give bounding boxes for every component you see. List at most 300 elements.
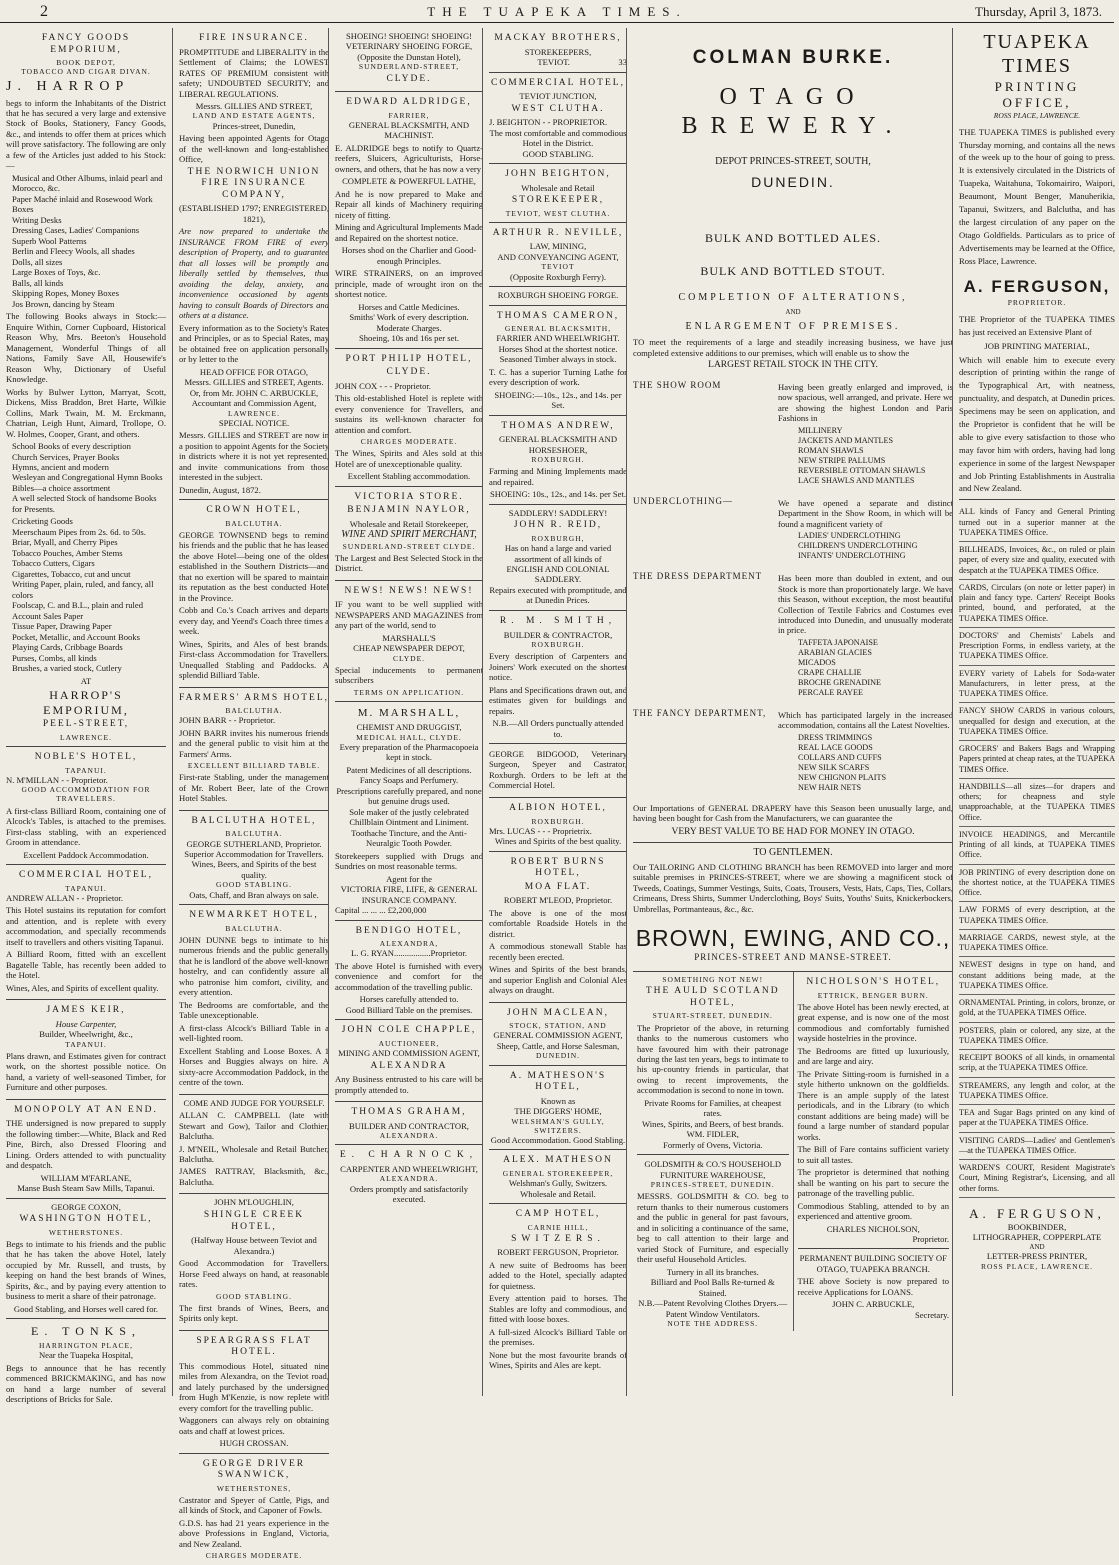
item-list	[6, 173, 166, 309]
ad-text: Excellent Paddock Accommodation.	[23, 849, 149, 860]
ad-heading: NEWMARKET HOTEL,	[189, 910, 319, 921]
ad-body: TO meet the requirements of a large and steadily increasing business, we have just completed extensive additions to our premises, which will enable us to show the	[633, 337, 953, 358]
ad-town: ROXBURGH.	[531, 639, 585, 649]
ad-body: Wines and Spirits of the best brands, and superior English and Colonial Ales always on draught.	[489, 964, 627, 996]
list-item: NEW STRIPE PALLUMS	[798, 455, 886, 465]
ad-subheading: VERY BEST VALUE TO BE HAD FOR MONEY IN OTAGO.	[671, 826, 915, 837]
ad-body: The Wines, Spirits and Ales sold at this Hotel are of unexceptionable quality.	[335, 448, 483, 469]
ad-heading: WASHINGTON HOTEL,	[19, 1214, 153, 1225]
ad-body: Messrs. GILLIES and STREET are now in a position to appoint Agents for the Society in districts where it is not yet represented, and invite communications from those interested in the subject.	[179, 430, 329, 483]
ad-heading: SADDLERY! SADDLERY!	[508, 507, 608, 518]
ad-body: Shoeing, 10s and 16s per set.	[358, 333, 459, 344]
list-item: MILLINERY	[798, 425, 843, 435]
ad-town: LAWRENCE.	[60, 732, 112, 742]
ad-town: MOA FLAT.	[524, 881, 592, 892]
list-item: NEW SILK SCARFS	[798, 762, 870, 772]
ad-body: The most comfortable and commodious Hotel in the District.	[489, 127, 627, 149]
ad-text: Good Stabling, and Horses well cared for.	[13, 1303, 159, 1314]
ad-enlargement: ENLARGEMENT OF PREMISES.	[685, 320, 901, 332]
printing-office-title: TUAPEKA TIMES	[983, 31, 1091, 78]
ad-brewery-title: OTAGO BREWERY.	[681, 84, 905, 140]
ad-subheading: FARRIER AND WHEELWRIGHT.	[496, 333, 620, 344]
ad-body: IF you want to be well supplied with NEWSPAPERS AND MAGAZINES from any part of the world, send to	[335, 599, 483, 631]
ad-subheading: AND CONVEYANCING AGENT,	[497, 251, 619, 262]
list-item: CRAPE CHALLIE	[798, 667, 862, 677]
ad-heading: NICHOLSON'S HOTEL,	[806, 977, 941, 988]
ad-body: Our TAILORING AND CLOTHING BRANCH has been REMOVED into larger and more suitable premises in PRINCES-STREET, where we are showing a magnificent stock of Tweeds, Coatings, Summer Vestings, Suits, Coats, Trousers, Vests, Hats, Caps, Ties, Collars, Crimeans, Dress Shirts, Summer Underclothing, Boys' Suits, Youths' Suits, Knickerbockers, Umbrellas, Portmanteaus, &c., &c.	[633, 861, 953, 914]
list-item: BROCHE GRENADINE	[798, 677, 882, 687]
ad-brewery-address: DEPOT PRINCES-STREET, SOUTH,	[715, 155, 871, 167]
ad-subheading: Messrs. GILLIES and STREET, Agents.	[184, 377, 324, 388]
ad-town: ROXBURGH.	[531, 455, 585, 465]
ad-heading: VETERINARY SHOEING FORGE,	[345, 41, 473, 52]
column-1	[6, 28, 172, 1404]
column-2	[172, 28, 335, 1561]
ad-signature: Formerly of Ovens, Victoria.	[663, 1139, 763, 1150]
list-item: Meerschaum Pipes from 2s. 6d. to 50s.	[12, 526, 146, 537]
ad-body: The first brands of Wines, Beers, and Spirits only kept.	[179, 1302, 329, 1324]
ad-body: The Bill of Fare contains sufficient variety to suit all tastes.	[797, 1144, 949, 1165]
ad-signature: JOHN C. ARBUCKLE,	[832, 1299, 915, 1310]
ad-heading: JOHN MACLEAN,	[507, 1007, 609, 1018]
ad-body: GEORGE TOWNSEND begs to remind his friends and the public that he has leased the above Hotel—being one of the oldest established in the Southern Districts—and that no exertion will be spared to maintain its reputation as the best conducted Hotel in the Province.	[179, 529, 329, 603]
ad-heading: COMMERCIAL HOTEL,	[19, 870, 153, 881]
small-ad: POSTERS, plain or colored, any size, at the TUAPEKA TIMES Office.	[959, 1023, 1115, 1051]
small-ad: INVOICE HEADINGS, and Mercantile Printing of all kinds, at TUAPEKA TIMES Office.	[959, 827, 1115, 865]
ad-body: Begs to intimate to his friends and the public that he has taken the above Hotel, lately occupied by Mr. Russell, and trusts, by keeping on hand the best brands of Wines, Spirits, &c., and by paying every attention to business to merit a share of their patronage.	[6, 1238, 166, 1302]
list-item: Pocket, Metallic, and Account Books	[12, 631, 140, 642]
proprietor-name: A. FERGUSON,	[963, 277, 1111, 297]
ad-body: G.D.S. has had 21 years experience in the above Professions in England, Victoria, and New Zealand.	[179, 1517, 329, 1549]
ad-heading: NEWS! NEWS! NEWS!	[344, 585, 474, 596]
ad-heading: JOHN R. REID,	[513, 520, 603, 531]
small-ad: LAW FORMS of every description, at the TUAPEKA TIMES Office.	[959, 902, 1115, 930]
ad-heading: ALEX. MATHESON	[503, 1155, 613, 1166]
ad-town: ROSS PLACE, LAWRENCE.	[980, 1261, 1094, 1271]
section-body	[778, 496, 953, 563]
ad-town: TEVIOT	[541, 262, 575, 272]
ad-subheading: Known as	[540, 1095, 576, 1106]
issue-date: Thursday, April 3, 1873.	[975, 4, 1102, 19]
ad-brewery-ales: BULK AND BOTTLED ALES.	[705, 230, 881, 245]
ad-body: None but the most favourite brands of Wines, Spirits and Ales are kept.	[489, 1349, 627, 1371]
section-label: THE FANCY DEPARTMENT,	[633, 707, 767, 718]
small-ads-list	[959, 504, 1115, 1198]
list-item: Large Boxes of Toys, &c.	[12, 267, 101, 278]
ad-body: The following Books always in Stock:—Enquire Within, Corner Cupboard, Historical Reason Why, Mrs. Beeton's Household Management, Wonderful Things of all Nations, Family Save All, Housewife's Reason Why, Dictionary of Useful Knowledge.	[6, 311, 166, 385]
list-item: Bibles—a choice assortment	[12, 482, 111, 493]
ad-subheading: BOOK DEPOT,	[56, 58, 116, 68]
ad-victoria-store	[335, 487, 483, 581]
ad-body: JAMES RATTRAY, Blacksmith, &c., Balclutha.	[179, 1166, 329, 1187]
column-6	[952, 28, 1119, 1396]
ad-body: Begs to announce that he has recently commenced BRICKMAKING, and has now on hand a large number of several descriptions of Bricks for Sale.	[6, 1362, 166, 1404]
ad-heading: JAMES KEIR,	[46, 1005, 126, 1016]
small-ad: WARDEN'S COURT, Resident Magistrate's Court, Mining Registrar's, Licensing, and all other forms.	[959, 1160, 1115, 1198]
small-ad: DOCTORS' and Chemists' Labels and Prescription Forms, in endless variety, at the TUAPEKA TIMES Office.	[959, 628, 1115, 666]
ad-body: ALLAN C. CAMPBELL (late with Stewart and Gow), Tailor and Clothier, Balclutha.	[179, 1110, 329, 1142]
split-row	[633, 971, 953, 1331]
ad-subheading: (Halfway House between Teviot and Alexandra.)	[191, 1235, 317, 1256]
proprietor-label: PROPRIETOR.	[1007, 298, 1067, 308]
ad-body: The above Hotel is furnished with every convenience and comfort for the accommodation of the travelling public.	[335, 960, 483, 992]
ad-subheading: Messrs. GILLIES AND STREET,	[195, 101, 313, 111]
ad-nobles-hotel	[6, 747, 166, 865]
ad-subheading: Wholesale and Retail Storekeeper,	[349, 518, 469, 529]
small-ad: ALL kinds of Fancy and General Printing turned out in a superior manner at the TUAPEKA TIMES Office.	[959, 504, 1115, 542]
ad-town: TAPANUI.	[65, 765, 107, 775]
list-item: Account Sales Paper	[12, 610, 84, 621]
ad-number: 33	[618, 57, 627, 68]
list-item: DRESS TRIMMINGS	[798, 732, 873, 742]
ad-subheading: AUCTIONEER,	[378, 1038, 440, 1048]
ad-body: The Bedrooms are comfortable, and the Table unexceptionable.	[179, 999, 329, 1021]
ad-heading: EDWARD ALDRIDGE,	[346, 97, 472, 108]
ad-town: SWITZERS.	[511, 1233, 605, 1244]
section-label: THE DRESS DEPARTMENT	[633, 571, 763, 582]
ad-body: Orders promptly and satisfactorily executed.	[349, 1183, 469, 1204]
ad-body: Every description of Carpenters and Joiners' Work executed on the shortest notice.	[489, 651, 627, 683]
ad-brewery-town: DUNEDIN.	[751, 173, 835, 190]
ad-balclutha-hotel	[179, 811, 329, 905]
ad-heading: GEORGE DRIVER SWANWICK,	[202, 1458, 306, 1481]
ad-body: Private Rooms for Families, at cheapest rates.	[644, 1097, 782, 1119]
section-label: THE SHOW ROOM	[633, 379, 722, 390]
list-item: TAFFETA JAPONAISE	[798, 637, 878, 647]
ad-subheading: STUART-STREET, DUNEDIN.	[652, 1011, 773, 1021]
list-item: Sole maker of the justly celebrated Chillblain Ointment and Liniment.	[349, 806, 469, 828]
list-item: Cigarettes, Tobacco, cut and uncut	[12, 568, 131, 579]
ad-proprietor: N. M'MILLAN - - Proprietor.	[6, 774, 108, 785]
ad-fire-insurance	[179, 28, 329, 500]
ad-marshall-chemist	[335, 702, 483, 921]
ad-tonks	[6, 1319, 166, 1410]
ad-heading: FANCY GOODS EMPORIUM,	[41, 33, 131, 55]
ad-subheading: WINE AND SPIRIT MERCHANT,	[341, 529, 477, 541]
ad-body: Every preparation of the Pharmacopoeia kept in stock.	[339, 741, 479, 763]
ad-subheading: HARRINGTON PLACE,	[39, 1340, 133, 1350]
ad-subheading: Princes-street, Dunedin,	[212, 120, 296, 131]
ad-brewer-name: COLMAN BURKE.	[692, 47, 894, 68]
ad-roxburgh-forge	[489, 287, 627, 305]
list-item: School Books of every description	[12, 441, 131, 452]
ad-shingle-creek-hotel	[179, 1194, 329, 1330]
ad-body: Horses Shod at the shortest notice.	[498, 343, 618, 354]
ad-subheading: CHARGES MODERATE.	[205, 1551, 303, 1561]
ad-subheading: (ESTABLISHED 1797; ENREGISTERED, 1821),	[179, 203, 329, 224]
ad-town: DUNEDIN.	[535, 1051, 581, 1061]
ad-body: GEORGE BIDGOOD, Veterinary Surgeon, Speyer and Castrator, Roxburgh. Orders to be left at the Commercial Hotel.	[489, 749, 627, 791]
ad-town: ALEXANDRA,	[379, 939, 439, 949]
ad-heading: SHINGLE CREEK HOTEL,	[203, 1209, 305, 1232]
ad-heading: M. MARSHALL,	[357, 706, 461, 719]
ad-body: Good Billiard Table on the premises.	[345, 1004, 473, 1015]
ad-harrop-emporium	[6, 28, 166, 747]
ad-town: TEVIOT, WEST CLUTHA.	[505, 208, 611, 218]
ad-town: ROXBURGH,	[531, 533, 585, 543]
ad-town: LAWRENCE.	[228, 408, 280, 418]
ad-arthur-neville	[489, 223, 627, 287]
ad-body: Works by Bulwer Lytton, Marryat, Scott, Dickens, Miss Braddon, Bret Harte, Wilkie Collins, Mark Twain, M. M. Erckmann, Chatrian, Leigh Hunt, Aimard, Trollope, O. W. Holmes, Cooper, Grant, and others.	[6, 386, 166, 439]
ad-subheading: House Carpenter,	[55, 1018, 117, 1029]
ad-body: JOHN DUNNE begs to intimate to his numerous friends and the public generally that he is landlord of the above well-known hostelry, and can confidently assure all who patronise him comfort, civility, and every attention.	[179, 934, 329, 998]
list-item: MICADOS	[798, 657, 836, 667]
list-item: CHILDREN'S UNDERCLOTHING	[798, 541, 918, 551]
ad-swanwick	[179, 1454, 329, 1565]
ad-signature: Proprietor.	[912, 1234, 949, 1244]
list-item: REAL LACE GOODS	[798, 742, 873, 752]
ad-body: Seasoned Timber always in stock.	[499, 354, 617, 365]
ad-heading: ROXBURGH SHOEING FORGE.	[497, 290, 619, 301]
ad-heading: MACKAY BROTHERS,	[494, 33, 622, 43]
ad-body: Turnery in all its branches.	[666, 1266, 759, 1277]
ad-body: Capital ... ... ... £2,200,000	[335, 905, 427, 916]
ad-camp-hotel	[489, 1204, 627, 1377]
ad-town: ALEXANDRA	[370, 1060, 448, 1071]
ad-james-keir	[6, 1000, 166, 1100]
ad-subheading: LAW, MINING,	[529, 241, 587, 252]
ad-albion-hotel	[489, 798, 627, 852]
ad-heading: NOBLE'S HOTEL,	[34, 752, 138, 763]
newspaper-title: THE TUAPEKA TIMES.	[427, 4, 687, 19]
list-item: PERCALE RAYEE	[798, 687, 863, 697]
ad-heading: THE AULD SCOTLAND HOTEL,	[645, 986, 780, 1008]
ad-subheading: LARGEST RETAIL STOCK IN THE CITY.	[708, 360, 878, 371]
ad-body: First-rate Stabling, under the management of Mr. Robert Beer, late of the Crown Hotel Stables.	[179, 772, 329, 804]
ad-body: Billiard and Pool Balls Re-turned & Stained.	[650, 1277, 775, 1298]
ad-body: A full-sized Alcock's Billiard Table on the premises.	[489, 1326, 627, 1348]
list-item: JACKETS AND MANTLES	[798, 435, 894, 445]
ad-george-bidgood	[489, 744, 627, 798]
ad-heading: PERMANENT BUILDING SOCIETY OF OTAGO, TUAPEKA BRANCH.	[799, 1253, 947, 1274]
section-body	[778, 708, 953, 795]
ad-body: Our Importations of GENERAL DRAPERY have this Season been unusually large, and, having been bought for Cash from the Manufacturers, we can guarantee the	[633, 802, 953, 824]
list-item: Hymns, ancient and modern	[12, 461, 109, 472]
column-3	[328, 28, 489, 1396]
ad-town	[489, 57, 627, 67]
ad-subheading: NOTE THE ADDRESS.	[667, 1319, 759, 1329]
ad-subheading: CHEMIST AND DRUGGIST,	[356, 722, 462, 733]
ad-and: AND	[785, 308, 801, 317]
ad-heading: BALCLUTHA HOTEL,	[191, 815, 317, 826]
ad-heading: COME AND JUDGE FOR YOURSELF.	[183, 1097, 325, 1108]
list-item: ROMAN SHAWLS	[798, 445, 864, 455]
ad-heading: COMMERCIAL HOTEL,	[491, 77, 625, 88]
ad-town: BALCLUTHA.	[225, 706, 283, 716]
ad-body: A commodious stonewall Stable has recently been erected.	[489, 941, 627, 962]
list-item: REVERSIBLE OTTOMAN SHAWLS	[798, 465, 926, 475]
ad-signature: Manse Bush Steam Saw Mills, Tapanui.	[17, 1183, 155, 1194]
ad-signature: WM. FIDLER,	[686, 1129, 739, 1140]
masthead	[0, 0, 1114, 23]
ad-body: Wines and Spirits of the best quality.	[494, 836, 622, 847]
ad-body: Repairs executed with promptitude, and at Dunedin Prices.	[489, 584, 627, 606]
ad-subheading: GOOD STABLING.	[216, 1291, 292, 1301]
ad-subheading: GENERAL BLACKSMITH, AND MACHINIST.	[348, 119, 470, 141]
ad-speargrass-flat-hotel	[179, 1331, 329, 1454]
ad-heading: ROBERT BURNS HOTEL,	[510, 856, 606, 879]
list-item: Writing Desks	[12, 214, 62, 225]
ad-heading: STOREKEEPER,	[511, 195, 605, 206]
ad-heading: JOHN BEIGHTON,	[505, 169, 611, 180]
ad-heading: CROWN HOTEL,	[206, 505, 302, 516]
ad-body: Special inducements to permanent subscribers	[335, 664, 483, 686]
ad-subheading: (Opposite the Dunstan Hotel),	[357, 51, 461, 62]
list-item: Fancy Soaps and Perfumery.	[359, 775, 459, 786]
ad-subheading: ETTRICK, BENGER BURN.	[817, 990, 929, 1000]
ad-proprietor: JOHN BARR - - Proprietor.	[179, 715, 276, 726]
ad-heading: VICTORIA STORE.	[354, 491, 464, 502]
ad-heading: SPECIAL NOTICE.	[218, 417, 290, 428]
ad-body: JOHN BARR invites his numerous friends and the general public to visit him at the Farmers' Arms.	[179, 727, 329, 759]
ad-body: Commodious Stabling, attended to by an experienced and attentive groom.	[797, 1200, 949, 1222]
ad-body: The Proprietor of the above, in returning thanks to the numerous customers who have favoured him with their patronage during the last ten years, begs to intimate to his up-country friends in particular, that owing to recent improvements, the accommodation is second to none in town.	[637, 1022, 789, 1096]
small-ad: BILLHEADS, Invoices, &c., on ruled or plain paper, of every size and quality, executed with despatch at the TUAPEKA TIMES Office.	[959, 542, 1115, 580]
ad-subheading: CARNIE HILL,	[527, 1222, 589, 1232]
ad-subheading: MEDICAL HALL, CLYDE.	[356, 732, 462, 742]
ad-body: The proprietor is determined that nothing shall be wanting on his part to secure the patronage of the travelling public.	[797, 1167, 949, 1199]
ad-body: GOOD STABLING.	[522, 148, 594, 159]
ad-brown-ewing-address: PRINCES-STREET AND MANSE-STREET.	[694, 952, 892, 963]
divider	[959, 499, 1115, 500]
ad-subheading: JOB PRINTING MATERIAL,	[984, 341, 1090, 352]
ad-town: CLYDE.	[392, 653, 426, 663]
ad-heading: BENDIGO HOTEL,	[355, 925, 463, 936]
small-ad: GROCERS' and Bakers Bags and Wrapping Papers printed at cheap rates, at the TUAPEKA TIMES Office.	[959, 741, 1115, 779]
ad-date: Dunedin, August, 1872.	[179, 484, 261, 495]
ad-body: A new suite of Bedrooms has been added to the Hotel, specially adapted for quietness.	[489, 1259, 627, 1291]
section-body	[778, 571, 953, 700]
ad-heading: THOMAS GRAHAM,	[351, 1107, 467, 1118]
ad-town: ALEXANDRA.	[379, 1174, 439, 1184]
split-right	[793, 972, 954, 1331]
ad-subheading: Wholesale and Retail	[521, 182, 595, 193]
ad-body: J. M'NEIL, Wholesale and Retail Butcher, Balclutha.	[179, 1143, 329, 1164]
underclothing-section	[633, 496, 953, 563]
ad-body: Good Accommodation. Good Stabling.	[490, 1134, 626, 1145]
ad-body: N.B.—Patent Revolving Clothes Dryers.—Patent Window Ventilators.	[638, 1298, 788, 1319]
section-label: UNDERCLOTHING—	[633, 495, 733, 506]
ad-heading: FIRE INSURANCE.	[199, 33, 309, 43]
item-list	[798, 426, 953, 486]
ad-body: Any Business entrusted to his care will be promptly attended to.	[335, 1074, 483, 1095]
list-item: NEW CHIGNON PLAITS	[798, 772, 887, 782]
ad-heading: PORT PHILIP HOTEL,	[345, 353, 473, 364]
ad-r-m-smith	[489, 611, 627, 744]
ad-body: Which has participated largely in the increased accommodation, contains all the Latest Novelties.	[778, 709, 953, 731]
ad-town: BALCLUTHA.	[225, 829, 283, 839]
ad-town: WELSHMAN'S GULLY, SWITZERS.	[511, 1116, 605, 1135]
ad-body: Plans and Specifications drawn out, and estimates given for buildings and repairs.	[489, 684, 627, 716]
fancy-section	[633, 708, 953, 795]
ad-name: GEORGE COXON,	[51, 1201, 121, 1212]
ad-subheading: SUNDERLAND-STREET CLYDE.	[342, 541, 476, 551]
ad-town: TAPANUI.	[65, 1039, 107, 1049]
ad-proprietor: L. G. RYAN.................Proprietor.	[350, 948, 467, 959]
ad-subheading: Builder, Wheelwright, &c.,	[39, 1029, 133, 1040]
ad-heading: SHOEING! SHOEING! SHOEING!	[345, 31, 473, 41]
section-body	[778, 380, 953, 488]
ad-farmers-arms	[179, 688, 329, 811]
ad-crown-hotel	[179, 500, 329, 688]
ad-body: WIRE STRAINERS, on an improved principle, made of wrought iron on the shortest notice.	[335, 268, 483, 300]
small-ad: NEWEST designs in type on hand, and constant additions being made, at the TUAPEKA TIMES Office.	[959, 957, 1115, 995]
dress-section	[633, 571, 953, 700]
ad-subheading: HEAD OFFICE FOR OTAGO,	[199, 366, 309, 377]
ad-body: This commodious Hotel, situated nine miles from Alexandra, on the Teviot road, and lately purchased by the undersigned from Hugh M'Kenzie, is now replete with every comfort for the travelling public.	[179, 1360, 329, 1413]
list-item: Balls, all kinds	[12, 277, 64, 288]
ad-body: SHOEING: 10s., 12s., and 14s. per Set.	[489, 489, 627, 500]
column-4	[482, 28, 633, 1396]
small-ad: ORNAMENTAL Printing, in colors, bronze, or gold, at the TUAPEKA TIMES Office.	[959, 995, 1115, 1023]
ad-robert-burns-hotel	[489, 852, 627, 1003]
small-ad: HANDBILLS—all sizes—for drapers and others; for cheapness and style unapproachable, at the TUAPEKA TIMES Office.	[959, 779, 1115, 827]
list-item: ARABIAN GLACIES	[798, 647, 872, 657]
list-item: Toothache Tincture, and the Anti-Neuralgic Tooth Powder.	[351, 827, 467, 849]
ad-body: THE undersigned is now prepared to supply the following timber:—White, Black and Red Pine, Birch, also Dressed Flooring and Lining. Orders attended to with punctuality and despatch.	[6, 1118, 166, 1171]
ad-body: Wholesale and Retail.	[520, 1188, 596, 1199]
ad-text: AT	[80, 675, 92, 686]
ad-body: Has been more than doubled in extent, and our Stock is more than proportionately large. We have this Season, without exception, the most beautiful Collection of Textile Fabrics and Costumes ever introduced into Dunedin, and unusually moderate in price.	[778, 573, 953, 636]
list-item: Tobacco Pouches, Amber Stems	[12, 547, 123, 558]
ad-body: Having been appointed Agents for Otago of the well-known and long-established Office,	[179, 133, 329, 165]
ad-alex-matheson	[489, 1150, 627, 1204]
ad-body: This Hotel sustains its reputation for comfort and attention, and is replete with every accommodation, and specially recommends itself to travellers and others visiting Tapanui.	[6, 905, 166, 947]
list-item: Playing Cards, Cribbage Boards	[12, 642, 123, 653]
ad-commercial-hotel-teviot	[489, 73, 627, 165]
ad-thomas-andrew	[489, 416, 627, 505]
ad-matheson-hotel	[489, 1066, 627, 1151]
list-item: Dressing Cases, Ladies' Companions	[12, 225, 140, 236]
ad-body: Horses and Cattle Medicines.	[358, 301, 460, 312]
ad-body: Horses shod on the Charlier and Good-enough Principles.	[341, 245, 477, 266]
ad-body: (Opposite Roxburgh Ferry).	[509, 271, 607, 282]
ad-subheading: STOCK, STATION, AND	[509, 1021, 607, 1031]
ad-body: The Largest and Best Selected Stock in the District.	[335, 552, 483, 574]
list-item: Jos Brown, dancing by Steam	[12, 298, 115, 309]
ad-subheading: GENERAL STOREKEEPER,	[502, 1169, 614, 1179]
ad-heading: GOLDSMITH & CO.'S HOUSEHOLD FURNITURE WAREHOUSE,	[644, 1159, 782, 1180]
list-item: Foolscap, C. and B.L., plain and ruled	[12, 600, 144, 611]
ad-town: ALEXANDRA.	[379, 1131, 439, 1141]
ad-body: Horses carefully attended to.	[359, 994, 459, 1005]
small-ad: TEA and Sugar Bags printed on any kind of paper at the TUAPEKA TIMES Office.	[959, 1105, 1115, 1133]
ad-heading: R. M. SMITH,	[499, 615, 617, 626]
ad-heading: COMPLETE & POWERFUL LATHE,	[342, 176, 476, 187]
ad-subheading: TEVIOT JUNCTION,	[519, 91, 597, 102]
list-item: INFANTS' UNDERCLOTHING	[798, 551, 906, 561]
ad-subheading: ENGLISH AND COLONIAL SADDLERY.	[506, 563, 610, 585]
item-list	[798, 531, 953, 561]
ad-signature: WILLIAM M'FARLANE,	[40, 1172, 132, 1183]
ad-proprietor: GEORGE SUTHERLAND, Proprietor.	[186, 838, 322, 849]
ad-subheading: SUNDERLAND-STREET,	[358, 62, 460, 72]
ad-heading: SPEARGRASS FLAT HOTEL.	[196, 1335, 312, 1358]
ad-completion: COMPLETION OF ALTERATIONS,	[678, 292, 908, 304]
ad-heading: ARTHUR R. NEVILLE,	[492, 227, 624, 238]
show-room-section	[633, 380, 953, 488]
divider	[798, 1248, 950, 1249]
ad-signature: Secretary.	[914, 1309, 949, 1320]
ad-heading: E. TONKS,	[31, 1324, 141, 1339]
ad-john-beighton	[489, 164, 627, 223]
ad-edward-aldridge	[335, 92, 483, 348]
ad-town: BALCLUTHA.	[225, 923, 283, 933]
ad-name: J. HARROP	[6, 79, 130, 95]
ad-balclutha-traders	[179, 1095, 329, 1195]
ad-town-name: TEVIOT.	[537, 57, 570, 68]
item-list	[6, 516, 166, 673]
